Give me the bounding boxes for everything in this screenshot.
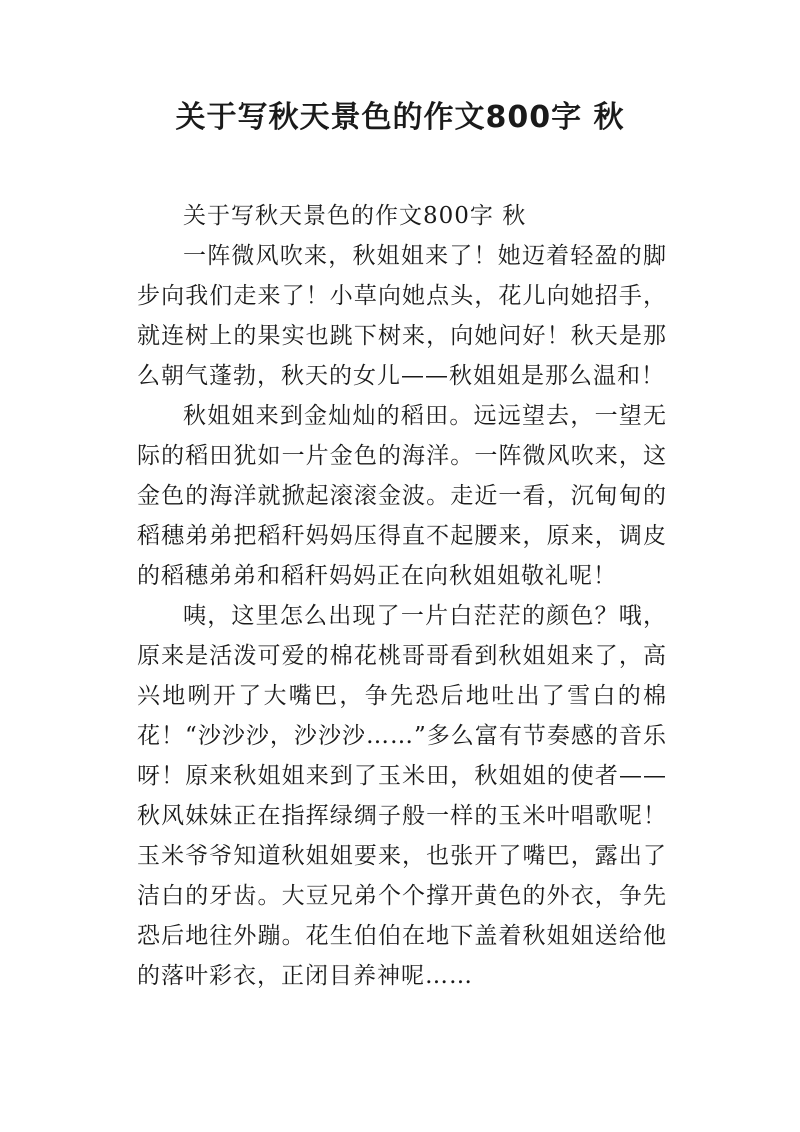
paragraph-2: 秋姐姐来到金灿灿的稻田。远远望去，一望无际的稻田犹如一片金色的海洋。一阵微风吹来，这金色的海洋就掀起滚滚金波。走近一看，沉甸甸的稻穗弟弟把稻秆妈妈压得直不起腰来，原来，调皮的稻穗弟弟和稻秆妈妈正在向秋姐姐敬礼呢！ (137, 403, 667, 589)
paragraph-subtitle: 关于写秋天景色的作文800字 秋 (183, 203, 527, 229)
document-body (137, 196, 667, 996)
paragraph-1: 一阵微风吹来，秋姐姐来了！她迈着轻盈的脚步向我们走来了！小草向她点头，花儿向她招手，就连树上的果实也跳下树来，向她问好！秋天是那么朝气蓬勃，秋天的女儿——秋姐姐是那么温和！ (137, 243, 667, 389)
document-title: 关于写秋天景色的作文800字 秋 (175, 100, 625, 135)
paragraph-3: 咦，这里怎么出现了一片白茫茫的颜色？哦，原来是活泼可爱的棉花桃哥哥看到秋姐姐来了，高兴地咧开了大嘴巴，争先恐后地吐出了雪白的棉花！“沙沙沙，沙沙沙……”多么富有节奏感的音乐呀！原来秋姐姐来到了玉米田，秋姐姐的使者——秋风妹妹正在指挥绿绸子般一样的玉米叶唱歌呢！玉米爷爷知道秋姐姐要来，也张开了嘴巴，露出了洁白的牙齿。大豆兄弟个个撑开黄色的外衣，争先恐后地往外蹦。花生伯伯在地下盖着秋姐姐送给他的落叶彩衣，正闭目养神呢…… (137, 603, 667, 989)
